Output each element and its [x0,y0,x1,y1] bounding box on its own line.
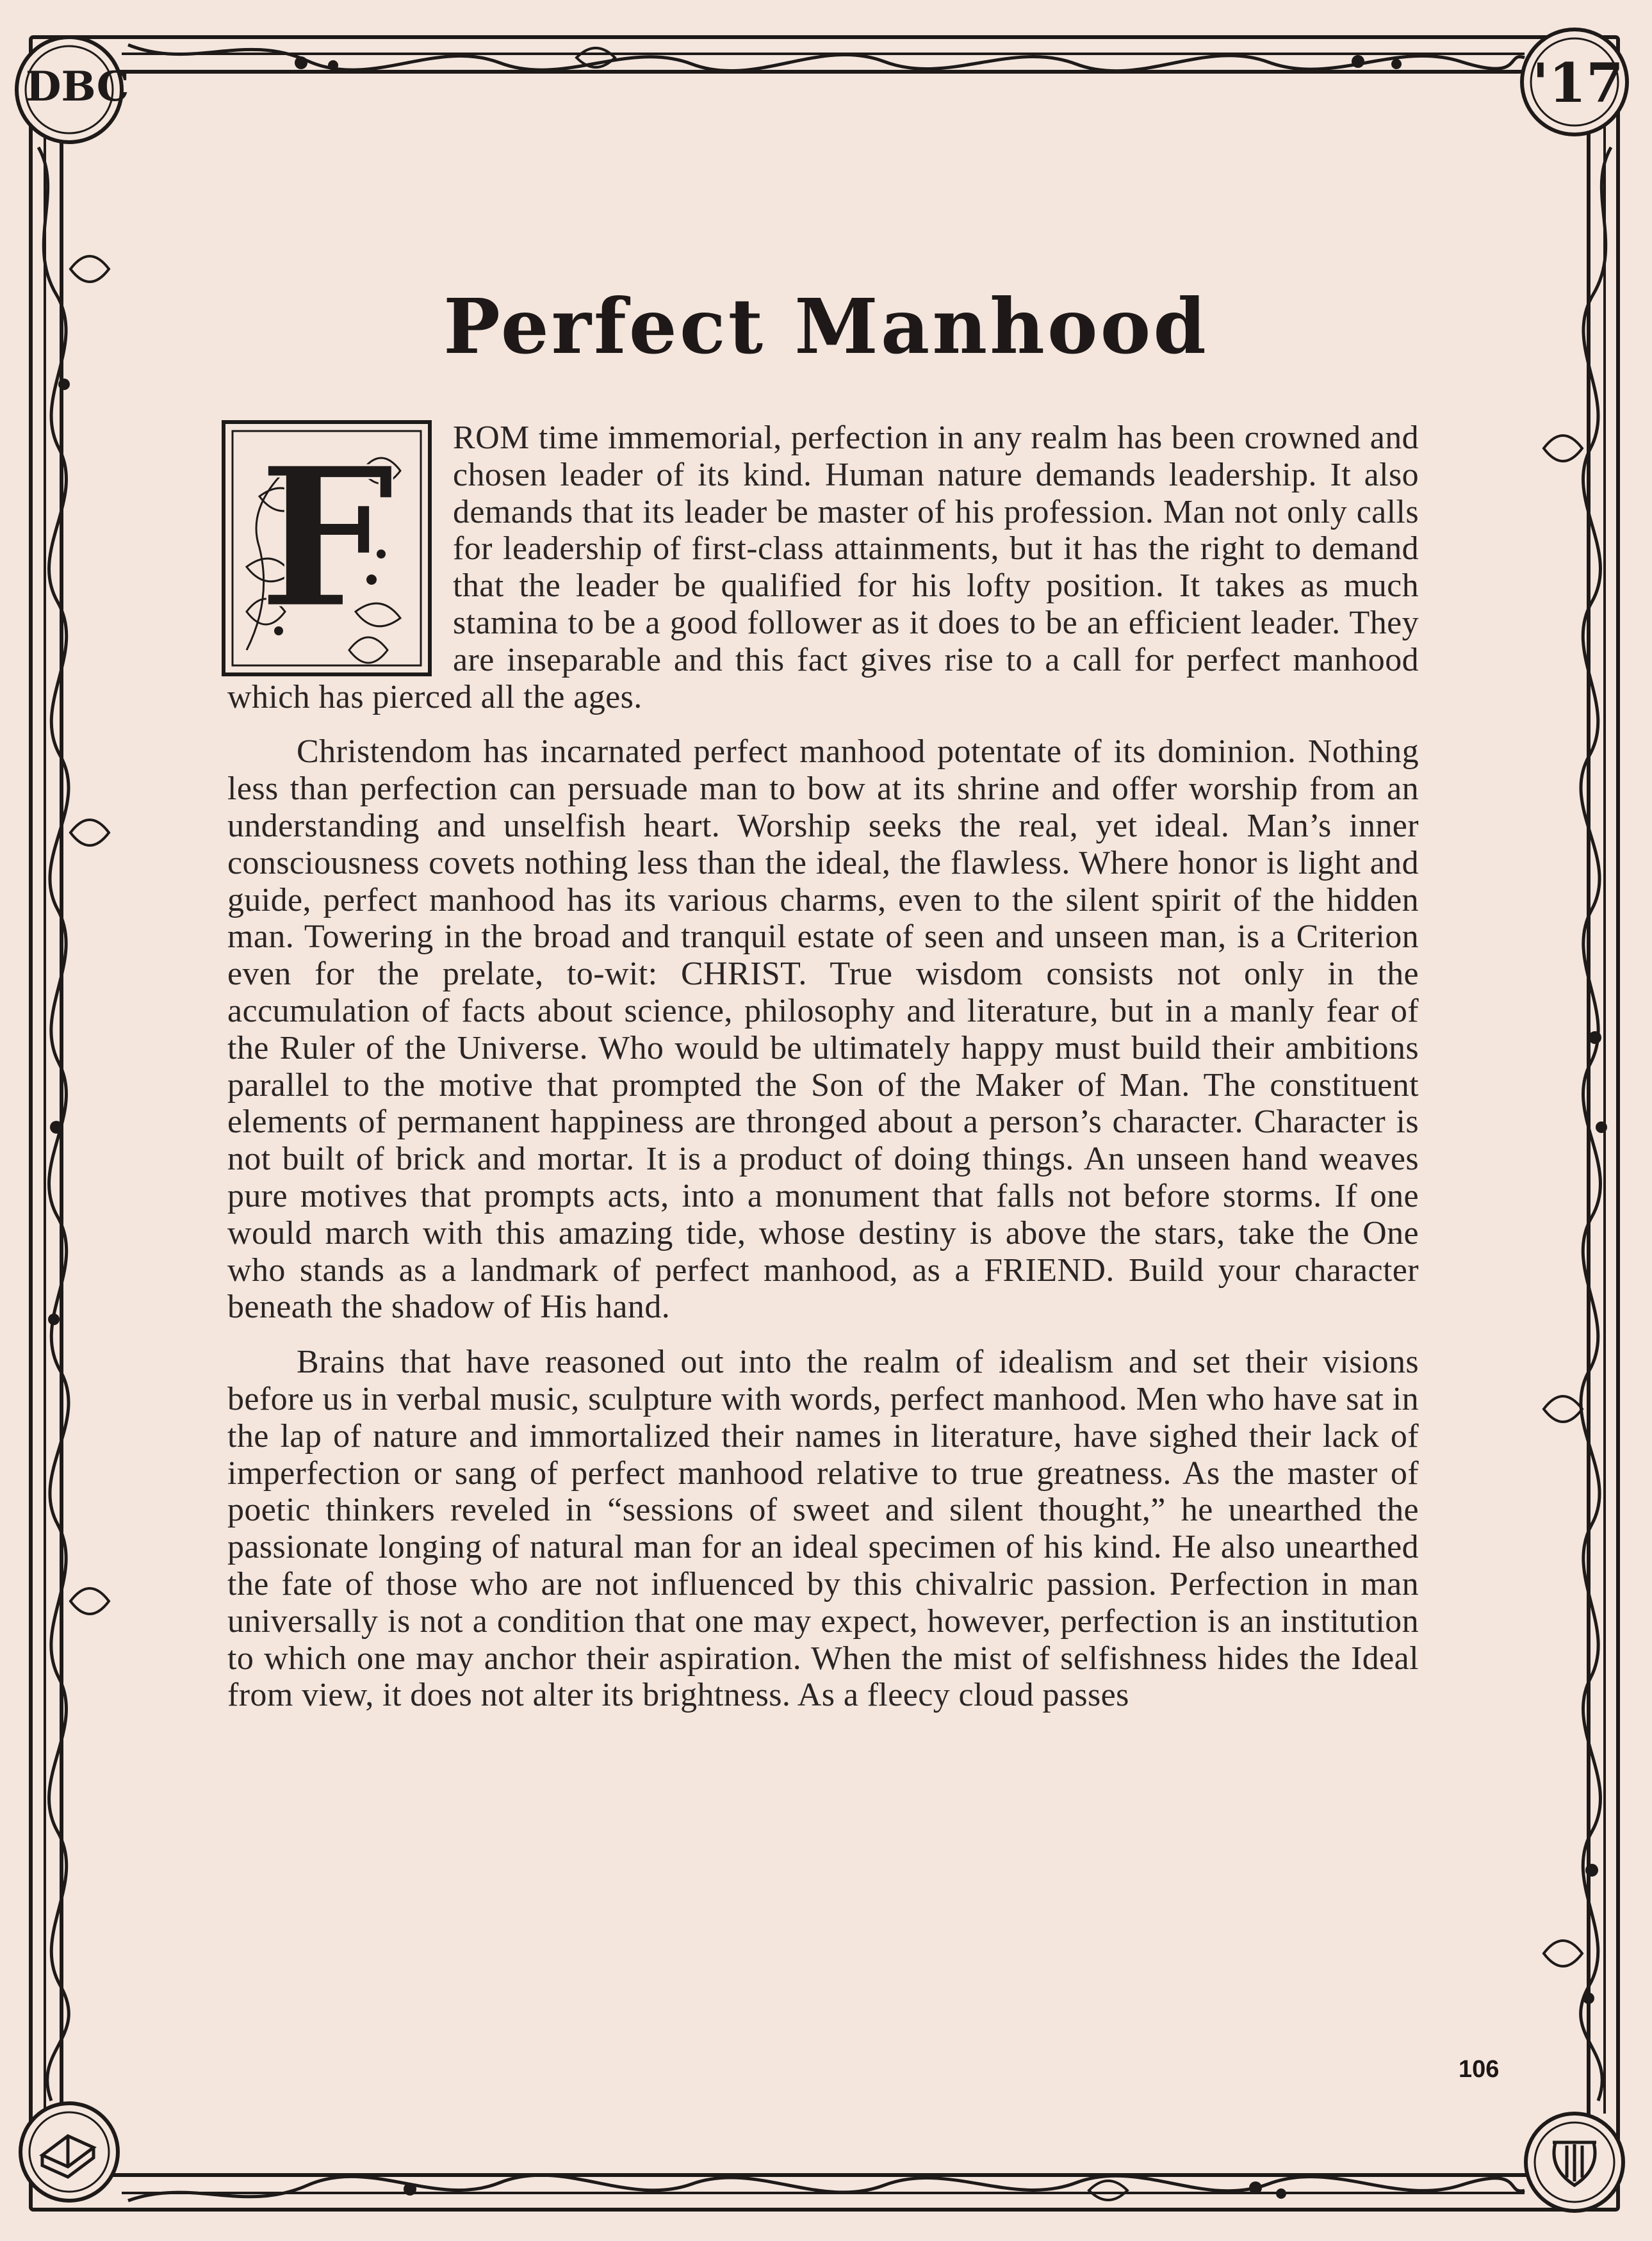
paragraph-2: Christendom has incarnated perfect manhood potentate of its dominion. Nothing less than perfection can persuade man to bow at its shrine and offer worship from an understanding and unselfish heart. Worship seeks the real, yet ideal. Man’s inner consciousness covets nothing less than the ideal, the flawless. Where honor is light and guide, perfect manhood has its various charms, even to the silent spirit of the hidden man. Towering in the broad and tranquil estate of seen and unseen man, is a Criterion even for the prelate, to-wit: CHRIST. True wisdom consists not only in the accumulation of facts about science, philosophy and literature, but in a manly fear of the Ruler of the Universe. Who would be ultimately happy must build their ambitions parallel to the motive that prompted the Son of the Maker of Man. The constituent elements of permanent happiness are thronged about a person’s character. Character is not built of brick and mortar. It is a product of doing things. An unseen hand weaves pure motives that prompts acts, into a monument that falls not before storms. If one would march with this amazing tide, whose destiny is above the stars, take the One who stands as a landmark of perfect manhood, as a FRIEND. Build your character beneath the shadow of His hand. [227,733,1419,1326]
page-number: 106 [1459,2056,1500,2083]
paragraph-1 [227,420,1419,715]
paragraph-3: Brains that have reasoned out into the realm of idealism and set their visions before us in verbal music, sculpture with words, perfect manhood. Men who have sat in the lap of nature and immortalized their names in literature, have sighed their lack of imperfection or sang of perfect manhood relative to true greatness. As the master of poetic thinkers reveled in “sessions of sweet and silent thought,” he unearthed the passionate longing of natural man for an ideal specimen of his kind. He also unearthed the fate of those who are not influenced by this chivalric passion. Perfection in man universally is not a condition that one may expect, however, perfection is an institution to which one may anchor their aspiration. When the mist of selfishness hides the Ideal from view, it does not alter its brightness. As a fleecy cloud passes [227,1344,1419,1714]
ornamental-drop-cap-icon [221,420,432,677]
corner-monogram-left: DBC [26,63,129,111]
corner-year-right: '17 [1532,51,1624,115]
page-title: Perfect Manhood [443,282,1209,371]
article-body [227,420,1419,1732]
dropcap-letter: F [258,425,395,651]
paragraph-1-text: ROM time immemorial, perfection in any realm has been crowned and chosen leader of its kind. Human nature demands leadership. It also demands that its leader be master of his profession. Man not only calls for leadership of first-class attainments, but it has the right to demand that the leader be qualified for his lofty position. It takes as much stamina to be a good follower as it does to be an efficient leader. They are inseparable and this fact gives rise to a call for perfect manhood which has pierced all the ages. [227,420,1419,715]
